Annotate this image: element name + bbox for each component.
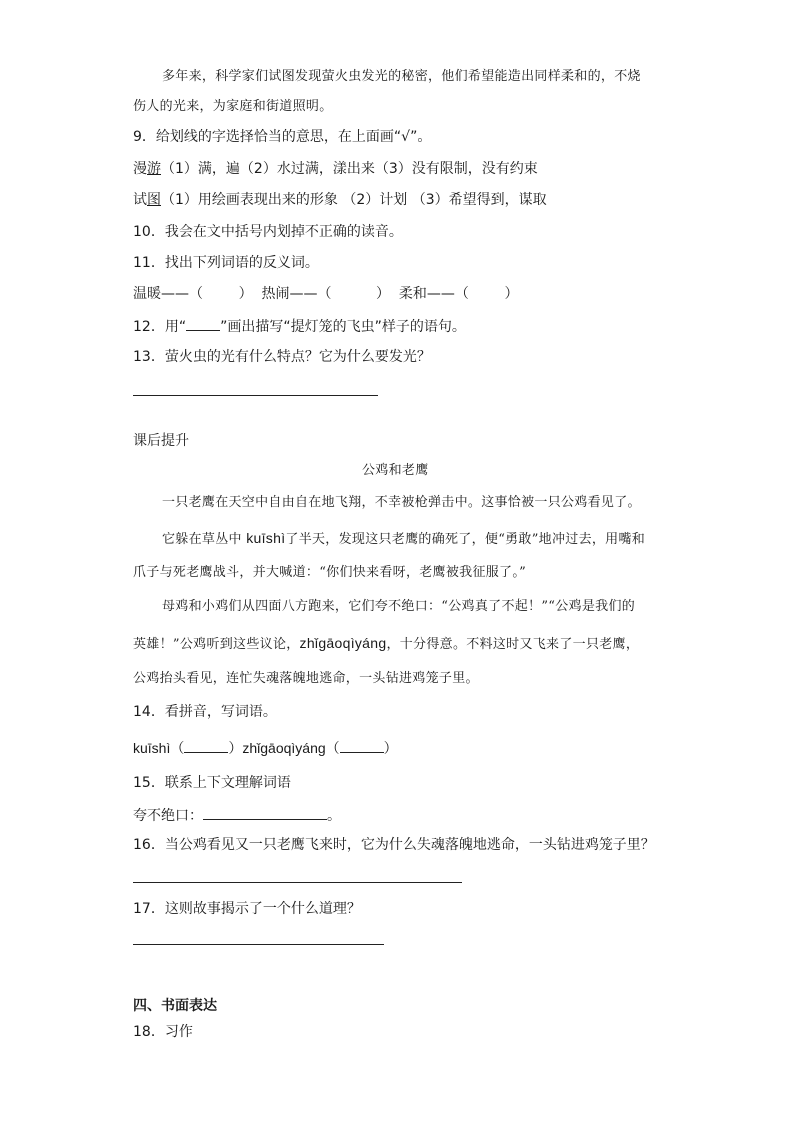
q13-answer-line[interactable] [133, 395, 378, 396]
question-14-title: 14．看拼音，写词语。 [133, 704, 277, 720]
q14-paren-open-1: （ [170, 740, 185, 756]
question-10: 10．我会在文中括号内划掉不正确的读音。 [133, 224, 403, 240]
p2-pinyin: kuīshì [246, 530, 286, 546]
q9-word1-options: （1）满，遍（2）水过满，漾出来（3）没有限制，没有约束 [161, 161, 538, 177]
p2-text-pre: 它躲在草丛中 [162, 532, 247, 547]
q12-suffix: ”画出描写“提灯笼的飞虫”样子的语句。 [220, 319, 466, 335]
question-18: 18．习作 [133, 1024, 193, 1040]
question-15-title: 15．联系上下文理解词语 [133, 775, 291, 791]
section-heading-writing: 四、书面表达 [133, 998, 217, 1014]
q17-answer-line[interactable] [133, 944, 384, 945]
passage-line-2: 伤人的光来，为家庭和街道照明。 [133, 99, 333, 114]
q14-answer-blank-2[interactable] [340, 738, 384, 753]
story-title: 公鸡和老鹰 [362, 463, 429, 478]
q9-word2-char: 试 [133, 192, 147, 208]
q14-answer-blank-1[interactable] [184, 738, 228, 753]
q14-pinyin-2: zhǐgāoqìyáng [242, 740, 326, 756]
q14-paren-close-2: ） [383, 740, 398, 756]
q9-word1-underlined-char: 游 [147, 161, 161, 177]
q9-word1-char: 漫 [133, 161, 147, 177]
question-9-word-1 [133, 160, 538, 178]
question-12 [133, 316, 466, 336]
question-14-answers [133, 738, 398, 757]
q9-word2-underlined-char: 图 [147, 192, 161, 208]
q12-underline-mark [186, 316, 220, 331]
q15-term-label: 夸不绝口： [133, 808, 203, 824]
question-17: 17．这则故事揭示了一个什么道理？ [133, 901, 361, 917]
q9-word2-options: （1）用绘画表现出来的形象 （2）计划 （3）希望得到，谋取 [161, 192, 547, 208]
section-heading-after-class: 课后提升 [133, 433, 189, 449]
story-paragraph-3-line-3: 公鸡抬头看见，连忙失魂落魄地逃命，一头钻进鸡笼子里。 [133, 671, 479, 686]
story-paragraph-2-line-1 [162, 529, 645, 549]
p3-pinyin: zhǐgāoqìyáng [299, 635, 387, 651]
p3-text-post: ，十分得意。不料这时又飞来了一只老鹰， [386, 637, 640, 652]
q14-paren-close-1: ） [228, 740, 243, 756]
q15-period: 。 [327, 808, 341, 824]
question-16: 16．当公鸡看见又一只老鹰飞来时，它为什么失魂落魄地逃命，一头钻进鸡笼子里？ [133, 837, 655, 853]
story-paragraph-2-line-2: 爪子与死老鹰战斗，并大喊道：“你们快来看呀，老鹰被我征服了。” [133, 565, 527, 580]
question-9-title: 9．给划线的字选择恰当的意思，在上面画“√”。 [133, 129, 432, 145]
q15-answer-blank[interactable] [203, 805, 327, 820]
p3-text-pre: 英雄！”公鸡听到这些议论， [133, 637, 300, 652]
q14-pinyin-1: kuīshì [133, 740, 171, 756]
story-paragraph-3-line-2 [133, 634, 639, 654]
story-paragraph-3-line-1: 母鸡和小鸡们从四面八方跑来，它们夸不绝口：“公鸡真了不起！”“公鸡是我们的 [162, 599, 636, 614]
question-9-word-2 [133, 191, 547, 209]
question-11-antonyms: 温暖——（ ） 热闹——（ ） 柔和——（ ） [133, 286, 519, 302]
q14-paren-open-2: （ [325, 740, 340, 756]
question-13: 13．萤火虫的光有什么特点？它为什么要发光？ [133, 349, 431, 365]
story-paragraph-1: 一只老鹰在天空中自由自在地飞翔，不幸被枪弹击中。这事恰被一只公鸡看见了。 [162, 495, 641, 510]
p2-text-post: 了半天，发现这只老鹰的确死了，便“勇敢”地冲过去，用嘴和 [285, 532, 646, 547]
q16-answer-line[interactable] [133, 882, 462, 883]
question-15-term [133, 805, 341, 825]
q12-prefix: 12．用“ [133, 319, 187, 335]
passage-line-1: 多年来，科学家们试图发现萤火虫发光的秘密，他们希望能造出同样柔和的，不烧 [162, 69, 641, 84]
question-11-title: 11．找出下列词语的反义词。 [133, 255, 319, 271]
